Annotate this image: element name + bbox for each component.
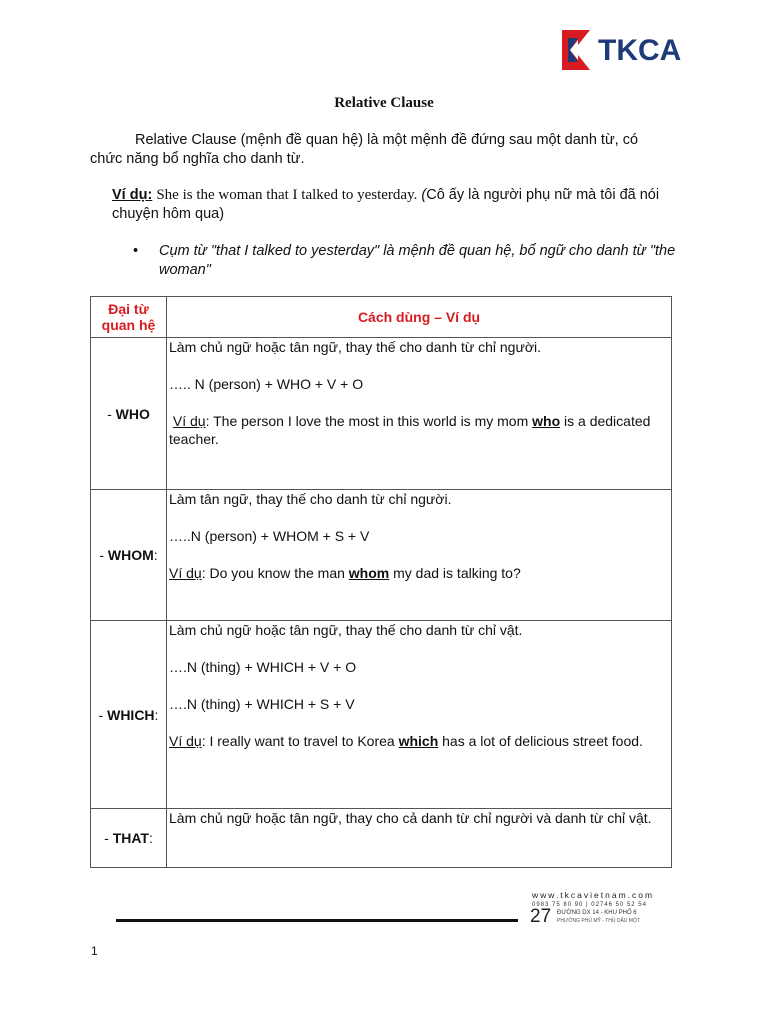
example-label: Ví dụ <box>172 413 206 429</box>
table-row <box>91 490 672 621</box>
usage-example <box>169 732 671 750</box>
table-header-row <box>91 297 672 338</box>
example-text: is a dedicated teacher. <box>169 413 651 447</box>
pronoun-whom: WHOM <box>107 547 154 563</box>
pronoun-prefix: - <box>98 706 108 723</box>
example-keyword: who <box>532 413 561 429</box>
table-row <box>91 809 672 868</box>
table-row <box>91 338 672 490</box>
example-text: : Do you know the man <box>201 565 349 581</box>
bullet-text: Cụm từ "that I talked to yesterday" là mệnh đề quan hệ, bổ ngữ cho danh từ "the woman" <box>159 243 676 278</box>
example-keyword: whom <box>348 565 390 581</box>
intro-text: Relative Clause (mệnh đề quan hệ) là một mệnh đề đứng sau một danh từ, có chức năng bổ nghĩa cho danh từ. <box>90 132 639 167</box>
example-text: has a lot of delicious street food. <box>438 733 643 749</box>
pronoun-that: THAT <box>112 830 149 846</box>
footer-website: www.tkcavietnam.com <box>532 890 655 900</box>
usage-cell <box>167 490 672 621</box>
formula: ….. N (person) + WHO + V + O <box>169 376 364 392</box>
tkca-logo-mark-icon <box>560 30 596 70</box>
footer-divider <box>116 919 518 922</box>
usage-text: Làm chủ ngữ hoặc tân ngữ, thay cho cả danh từ chỉ người và danh từ chỉ vật. <box>169 810 652 826</box>
tkca-logo <box>560 30 680 74</box>
bullet-dot-icon: • <box>133 243 139 259</box>
usage-cell <box>167 338 672 490</box>
usage-example <box>169 412 671 448</box>
example-text: : I really want to travel to Korea <box>201 733 399 749</box>
intro-paragraph <box>90 131 670 169</box>
example-label: Ví dụ <box>169 565 202 581</box>
pronoun-cell <box>91 490 167 621</box>
usage-cell <box>167 621 672 809</box>
example-text: : The person I love the most in this world is my mom <box>205 413 533 429</box>
usage-example <box>169 564 671 582</box>
footer-address-line2: PHƯỜNG PHÚ MỸ - THỦ DẦU MỘT <box>557 918 640 924</box>
example-sentence: She is the woman that I talked to yesterday. <box>156 187 418 203</box>
example-keyword: which <box>398 733 439 749</box>
example-paragraph <box>112 186 672 224</box>
example-text: my dad is talking to? <box>389 565 521 581</box>
formula: ….N (thing) + WHICH + V + O <box>169 659 357 675</box>
relative-pronoun-table <box>90 296 672 868</box>
footer-phones: 0983 75 80 90 | 02746 50 52 54 <box>532 902 647 908</box>
pronoun-suffix: : <box>148 830 153 846</box>
header-usage: Cách dùng – Ví dụ <box>167 297 672 338</box>
pronoun-suffix: : <box>154 706 159 723</box>
pronoun-cell <box>91 621 167 809</box>
pronoun-who: WHO <box>115 405 150 422</box>
pronoun-cell <box>91 809 167 868</box>
bullet-item <box>133 242 677 280</box>
table-row <box>91 621 672 809</box>
pronoun-prefix: - <box>104 830 113 846</box>
pronoun-suffix: : <box>153 547 158 563</box>
footer-address-line1: ĐƯỜNG DX 14 - KHU PHỐ 6 <box>557 910 637 916</box>
page-number: 1 <box>91 944 98 958</box>
usage-cell <box>167 809 672 868</box>
header-pronoun: Đại từ quan hệ <box>91 297 167 338</box>
pronoun-prefix: - <box>99 547 108 563</box>
example-translation: Cô ấy là người phụ nữ mà tôi đã nói chuyện hôm qua) <box>112 187 660 222</box>
footer-number: 27 <box>530 906 552 927</box>
logo-text: TKCA <box>598 34 682 67</box>
pronoun-prefix: - <box>107 405 116 422</box>
usage-text: Làm tân ngữ, thay thế cho danh từ chỉ người. <box>169 491 452 507</box>
pronoun-cell <box>91 338 167 490</box>
usage-text: Làm chủ ngữ hoặc tân ngữ, thay thế cho danh từ chỉ vật. <box>169 622 523 638</box>
formula: …..N (person) + WHOM + S + V <box>169 528 370 544</box>
page-title: Relative Clause <box>334 95 434 111</box>
pronoun-which: WHICH <box>107 706 155 723</box>
example-paren: ( <box>421 187 427 203</box>
usage-text: Làm chủ ngữ hoặc tân ngữ, thay thế cho danh từ chỉ người. <box>169 339 542 355</box>
example-label: Ví dụ <box>169 733 202 749</box>
formula: ….N (thing) + WHICH + S + V <box>169 696 355 712</box>
example-label: Ví dụ: <box>112 187 153 203</box>
